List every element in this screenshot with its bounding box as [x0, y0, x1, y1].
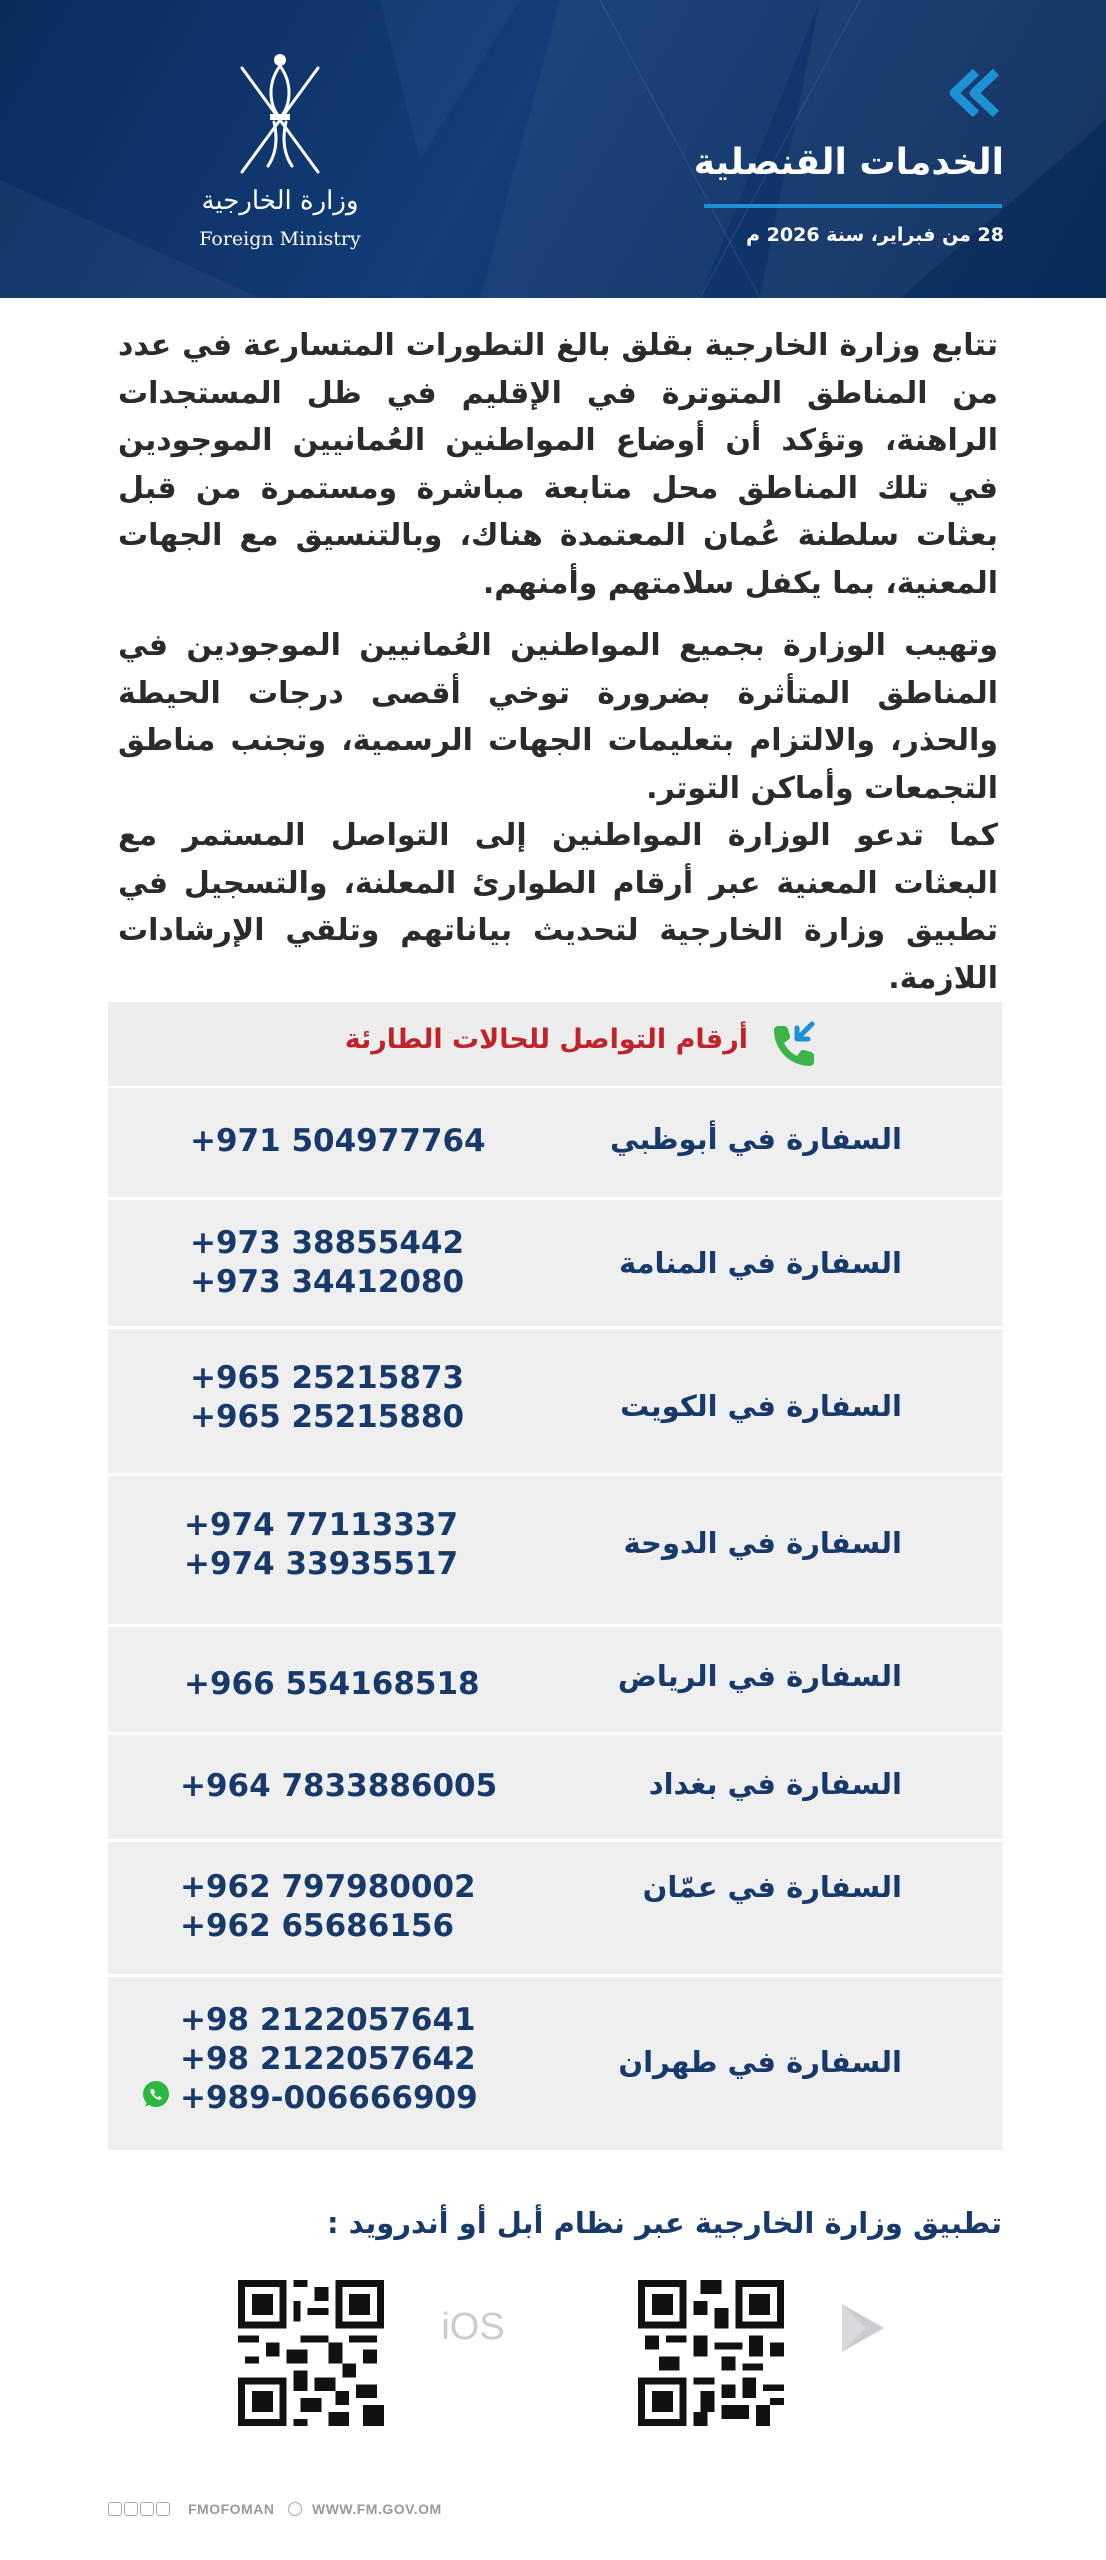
website-link[interactable]: WWW.FM.GOV.OM	[312, 2501, 442, 2517]
app-download-title: تطبيق وزارة الخارجية عبر نظام أبل أو أندرويد :	[326, 2206, 1002, 2240]
embassy-row	[108, 1735, 1002, 1842]
phone-number[interactable]: +973 38855442	[190, 1225, 465, 1261]
phone-number[interactable]: +98 2122057641	[180, 2002, 476, 2038]
phone-number[interactable]: +965 25215880	[190, 1399, 465, 1435]
oman-emblem-icon	[230, 48, 330, 188]
incoming-call-icon	[764, 1016, 822, 1074]
phone-number[interactable]: +962 65686156	[180, 1908, 455, 1944]
page-title: الخدمات القنصلية	[693, 142, 1004, 183]
facebook-icon[interactable]	[140, 2502, 154, 2516]
phone-number[interactable]: +974 33935517	[184, 1546, 459, 1582]
phone-number[interactable]: +973 34412080	[190, 1264, 465, 1300]
embassy-phone-numbers	[180, 1868, 510, 1946]
phone-number[interactable]: +966 554168518	[184, 1666, 480, 1702]
ios-platform-label: iOS	[441, 2306, 505, 2348]
publish-date: 28 من فبراير، سنة 2026 م	[746, 224, 1004, 246]
embassy-phone-numbers	[190, 1224, 520, 1302]
statement-paragraph: تتابع وزارة الخارجية بقلق بالغ التطورات المتسارعة في عدد من المناطق المتوترة في الإقليم في ظل المستجدات الراهنة، وتؤكد أن أوضاع المواطنين العُمانيين الموجودين في تلك المناطق محل متابعة مباشرة ومستمرة من قبل بعثات سلطنة عُمان المعتمدة هناك، وبالتنسيق مع الجهات المعنية، بما يكفل سلامتهم وأمنهم.	[118, 328, 998, 601]
google-play-icon	[836, 2302, 888, 2354]
phone-number[interactable]: +98 2122057642	[180, 2041, 476, 2077]
youtube-icon[interactable]	[108, 2502, 122, 2516]
phone-number[interactable]: +962 797980002	[180, 1869, 476, 1905]
emergency-contacts-table	[108, 1002, 1002, 2150]
phone-number[interactable]: +965 25215873	[190, 1360, 465, 1396]
embassy-row	[108, 1088, 1002, 1200]
embassy-row	[108, 1977, 1002, 2150]
instagram-icon[interactable]	[156, 2502, 170, 2516]
ios-qr-code[interactable]	[238, 2280, 384, 2426]
embassy-name: السفارة في الكويت	[620, 1389, 902, 1423]
embassy-row	[108, 1200, 1002, 1329]
whatsapp-icon[interactable]	[140, 2079, 172, 2111]
embassy-name: السفارة في أبوظبي	[610, 1122, 902, 1156]
ministry-name-english: Foreign Ministry	[199, 228, 361, 250]
x-twitter-icon[interactable]	[124, 2502, 138, 2516]
embassy-row	[108, 1476, 1002, 1627]
embassy-name: السفارة في الدوحة	[623, 1526, 902, 1560]
embassy-name: السفارة في طهران	[618, 2045, 902, 2079]
embassy-phone-numbers	[184, 1665, 514, 1704]
statement-paragraph: وتهيب الوزارة بجميع المواطنين العُمانيين الموجودين في المناطق المتأثرة بضرورة توخي أقصى درجات الحيطة والحذر، والالتزام بتعليمات الجهات الرسمية، وتجنب مناطق التجمعات وأماكن التوتر.	[118, 628, 998, 806]
embassy-phone-numbers	[190, 1122, 520, 1161]
header-banner	[0, 0, 1106, 298]
embassy-name: السفارة في عمّان	[642, 1870, 902, 1904]
embassy-row	[108, 1627, 1002, 1735]
embassy-phone-numbers	[184, 1506, 514, 1584]
embassy-name: السفارة في المنامة	[619, 1246, 902, 1280]
embassy-phone-numbers	[180, 2001, 510, 2118]
embassy-phone-numbers	[180, 1767, 510, 1806]
statement-paragraph: كما تدعو الوزارة المواطنين إلى التواصل المستمر مع البعثات المعنية عبر أرقام الطوارئ المعلنة، والتسجيل في تطبيق وزارة الخارجية لتحديث بياناتهم وتلقي الإرشادات اللازمة.	[118, 818, 998, 996]
phone-number[interactable]: +974 77113337	[184, 1507, 459, 1543]
phone-number[interactable]: +964 7833886005	[180, 1768, 498, 1804]
social-handle: FMOFOMAN	[188, 2501, 275, 2517]
contacts-table-title: أرقام التواصل للحالات الطارئة	[344, 1024, 748, 1055]
contacts-table-header	[108, 1002, 1002, 1089]
embassy-phone-numbers	[190, 1359, 520, 1437]
double-chevron-icon	[946, 68, 1002, 118]
footer	[108, 2500, 608, 2522]
embassy-row	[108, 1329, 1002, 1476]
embassy-name: السفارة في بغداد	[648, 1767, 902, 1801]
globe-icon	[288, 2502, 302, 2516]
android-qr-code[interactable]	[638, 2280, 784, 2426]
title-underline	[704, 204, 1002, 208]
phone-number[interactable]: +971 504977764	[190, 1123, 486, 1159]
embassy-row	[108, 1842, 1002, 1977]
phone-number[interactable]: +989-006666909	[180, 2080, 478, 2116]
embassy-name: السفارة في الرياض	[617, 1659, 902, 1693]
ministry-name-arabic: وزارة الخارجية	[201, 186, 359, 216]
